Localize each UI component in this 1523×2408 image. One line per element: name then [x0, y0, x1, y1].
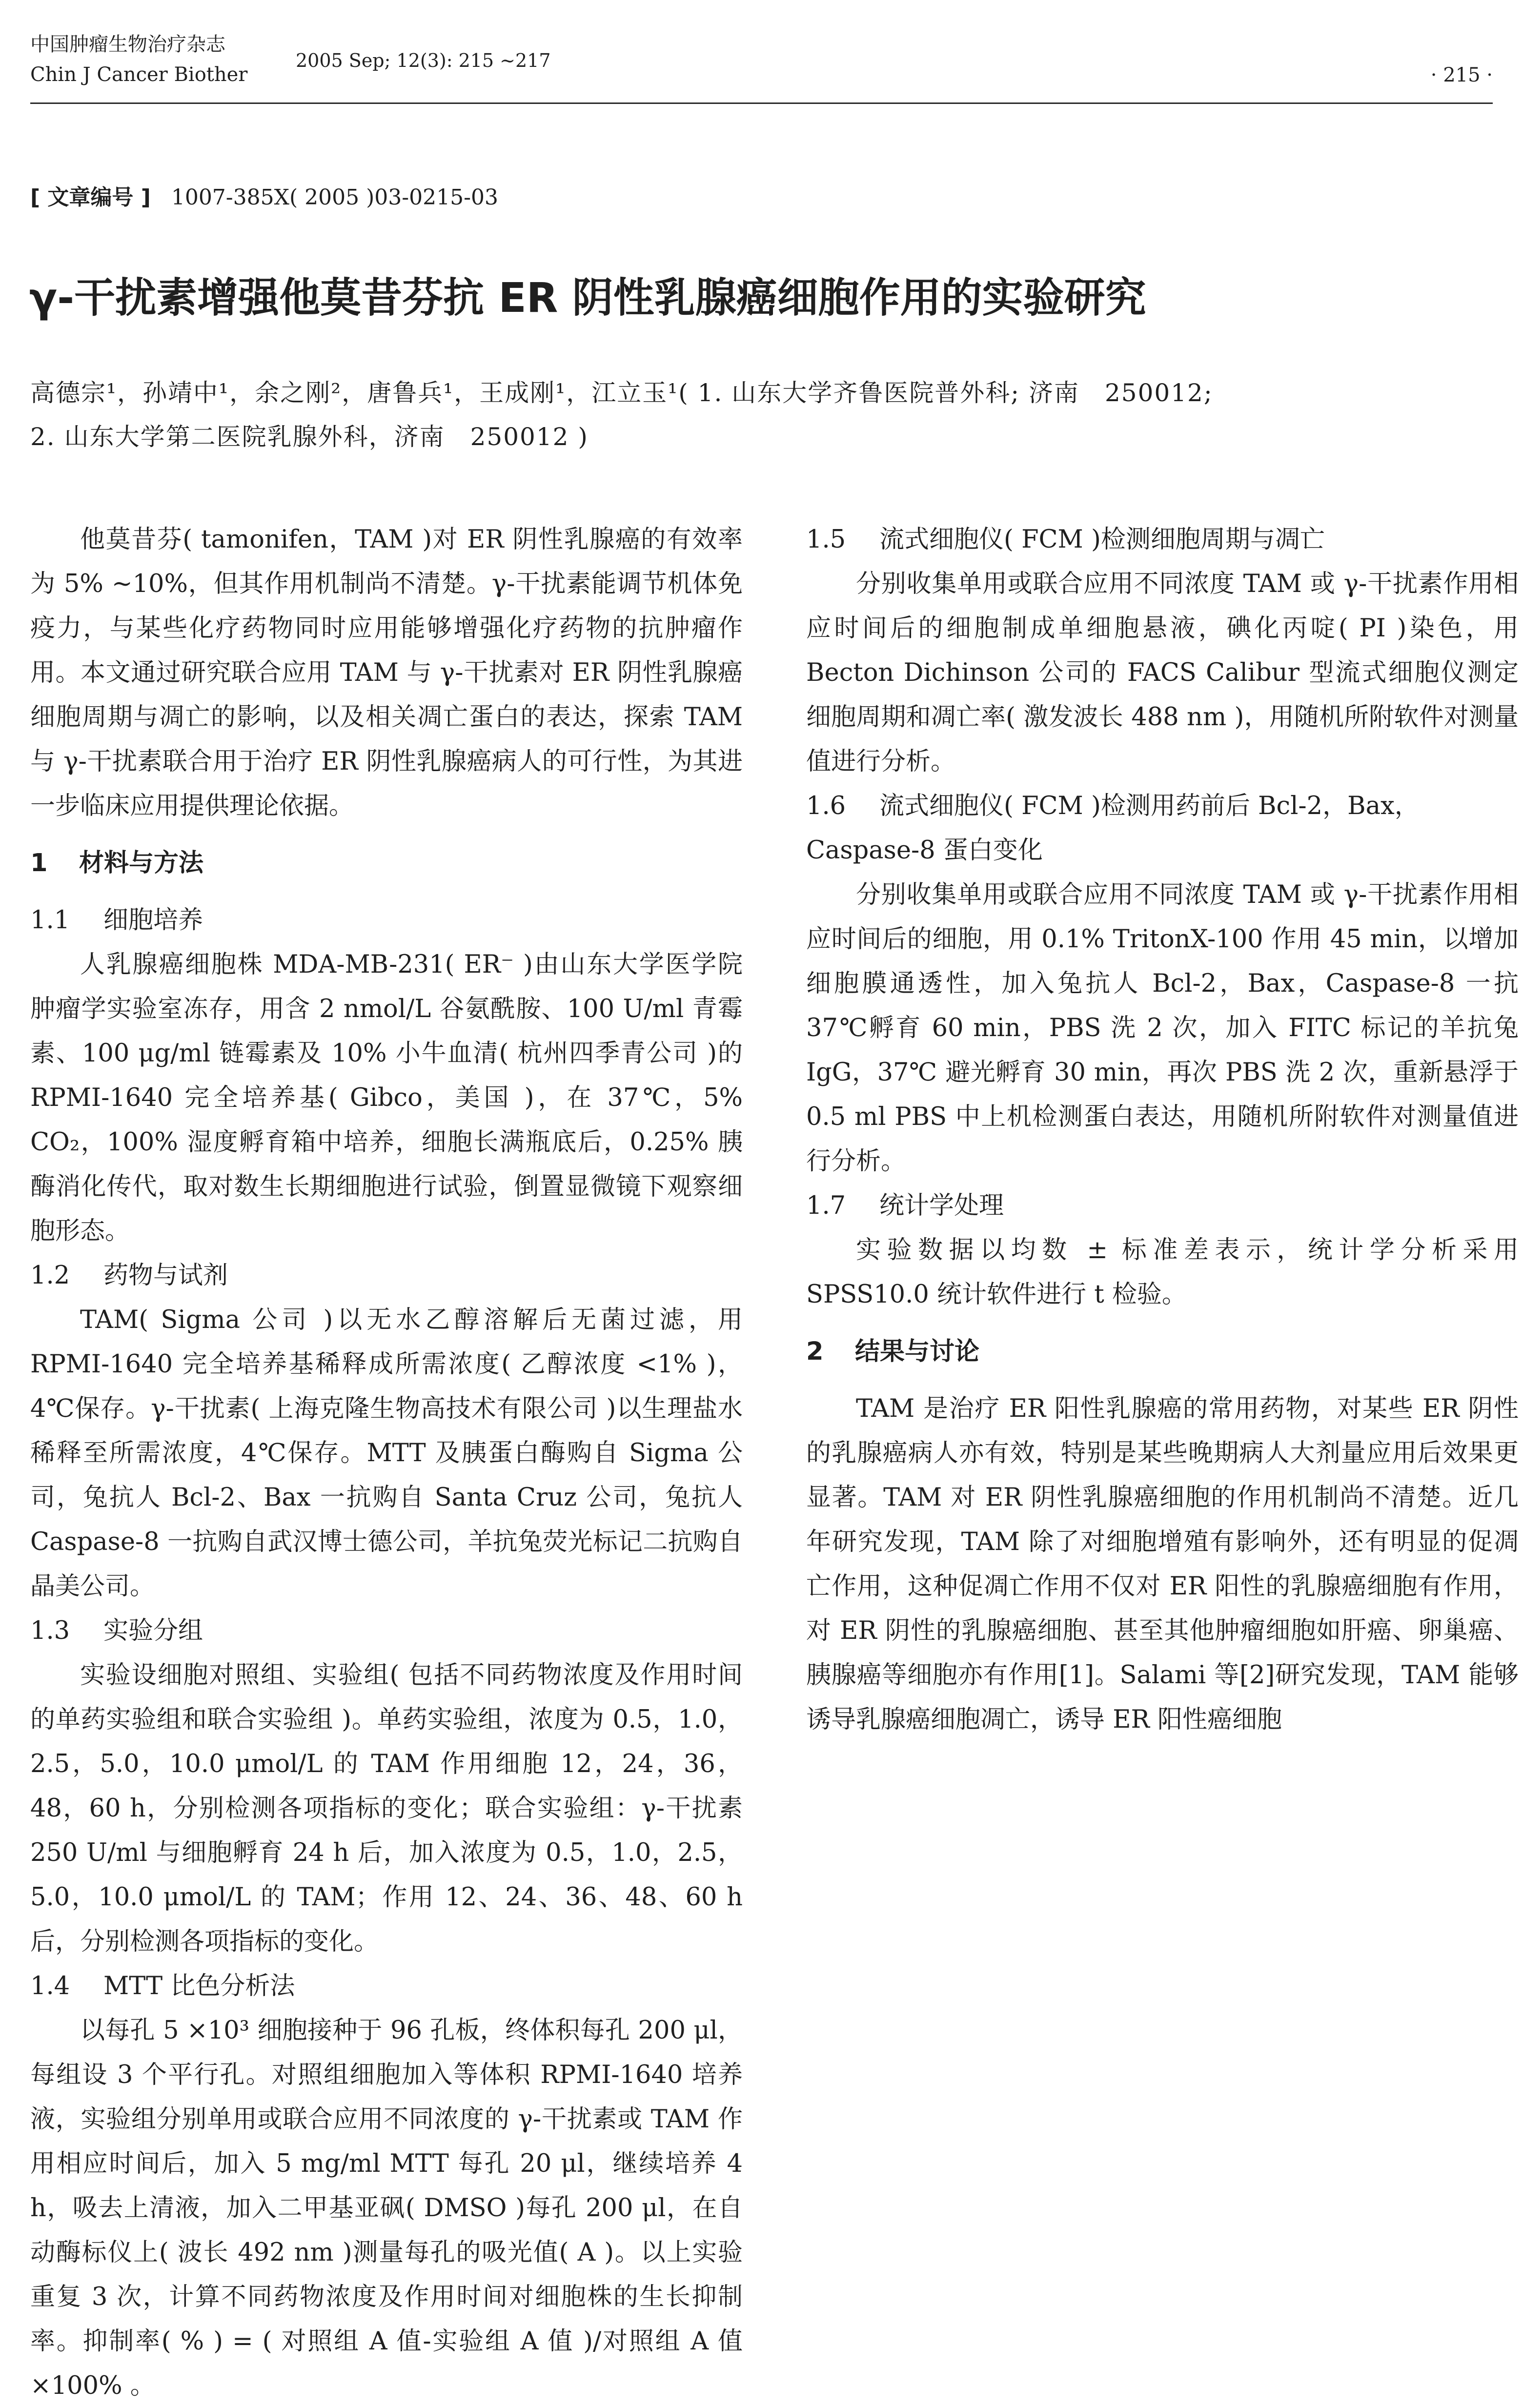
subsection-number: 1.7 [806, 1191, 846, 1220]
paragraph-1-1: 人乳腺癌细胞株 MDA-MB-231( ER⁻ )由山东大学医学院肿瘤学实验室冻存，用含 2 nmol/L 谷氨酰胺、100 U/ml 青霉素、100 μg/ml 链霉素及 10% 小牛血清( 杭州四季青公司 )的 RPMI-1640 完全培养基( Gibco，美国 )，在 37℃，5% CO₂，100% 湿度孵育箱中培养，细胞长满瓶底后，0.25% 胰酶消化传代，取对数生长期细胞进行试验，倒置显微镜下观察细胞形态。 [30, 950, 743, 1245]
subsection-heading-1-3 [30, 1609, 743, 1653]
section-title: 材料与方法 [79, 849, 204, 877]
journal-name-cn: 中国肿瘤生物治疗杂志 [30, 33, 225, 56]
article-number-value: 1007-385X( 2005 )03-0215-03 [171, 185, 498, 210]
paragraph-1-7: 实验数据以均数 ± 标准差表示，统计学分析采用 SPSS10.0 统计软件进行 t 检验。 [806, 1236, 1519, 1309]
subsection-title: 流式细胞仪( FCM )检测细胞周期与凋亡 [879, 525, 1325, 554]
subsection-number: 1.2 [30, 1261, 70, 1290]
body-columns [30, 517, 1519, 2400]
section-heading-2 [806, 1329, 1519, 1374]
left-column [30, 517, 743, 2400]
paragraph-1-2: TAM( Sigma 公司 )以无水乙醇溶解后无菌过滤，用 RPMI-1640 完全培养基稀释成所需浓度( 乙醇浓度 <1% )，4℃保存。γ-干扰素( 上海克隆生物高技术有限公司 )以生理盐水稀释至所需浓度，4℃保存。MTT 及胰蛋白酶购自 Sigma 公司，兔抗人 Bcl-2、Bax 一抗购自 Santa Cruz 公司，兔抗人 Caspase-8 一抗购自武汉博士德公司，羊抗兔荧光标记二抗购自晶美公司。 [30, 1306, 743, 1601]
section-title: 结果与讨论 [855, 1337, 980, 1366]
subsection-heading-1-1 [30, 898, 743, 942]
article-number-label: [ 文章编号 ] [30, 185, 151, 210]
issue-info: 2005 Sep; 12(3): 215 ~217 [296, 50, 551, 71]
journal-name-en: Chin J Cancer Biother [30, 63, 248, 86]
header-rule [30, 102, 1493, 104]
author-line-2: 2. 山东大学第二医院乳腺外科，济南 250012 ) [30, 423, 589, 451]
subsection-heading-1-7 [806, 1184, 1519, 1228]
subsection-number: 1.6 [806, 792, 846, 820]
subsection-number: 1.1 [30, 906, 70, 935]
subsection-heading-1-6 [806, 784, 1519, 873]
subsection-number: 1.4 [30, 1972, 70, 2000]
article-number [30, 181, 498, 215]
subsection-title: 细胞培养 [103, 906, 203, 935]
author-list [30, 371, 1492, 459]
paragraph-1-5: 分别收集单用或联合应用不同浓度 TAM 或 γ-干扰素作用相应时间后的细胞制成单细胞悬液，碘化丙啶( PI )染色，用 Becton Dichinson 公司的 FACS Calibur 型流式细胞仪测定细胞周期和凋亡率( 激发波长 488 nm )，用随机所附软件对测量值进行分析。 [806, 570, 1519, 776]
author-line-1: 高德宗¹，孙靖中¹，余之刚²，唐鲁兵¹，王成刚¹，江立玉¹( 1. 山东大学齐鲁医院普外科; 济南 250012; [30, 379, 1213, 407]
subsection-heading-1-5 [806, 517, 1519, 562]
subsection-title: 药物与试剂 [103, 1261, 228, 1290]
paragraph-2: TAM 是治疗 ER 阳性乳腺癌的常用药物，对某些 ER 阴性的乳腺癌病人亦有效，特别是某些晚期病人大剂量应用后效果更显著。TAM 对 ER 阴性乳腺癌细胞的作用机制尚不清楚。近几年研究发现，TAM 除了对细胞增殖有影响外，还有明显的促凋亡作用，这种促凋亡作用不仅对 ER 阳性的乳腺癌细胞有作用，对 ER 阴性的乳腺癌细胞、甚至其他肿瘤细胞如肝癌、卵巢癌、胰腺癌等细胞亦有作用[1]。Salami 等[2]研究发现，TAM 能够诱导乳腺癌细胞凋亡，诱导 ER 阳性癌细胞 [806, 1394, 1519, 1734]
paragraph-1-4: 以每孔 5 ×10³ 细胞接种于 96 孔板，终体积每孔 200 μl，每组设 3 个平行孔。对照组细胞加入等体积 RPMI-1640 培养液，实验组分别单用或联合应用不同浓度的 γ-干扰素或 TAM 作用相应时间后，加入 5 mg/ml MTT 每孔 20 μl，继续培养 4 h，吸去上清液，加入二甲基亚砜( DMSO )每孔 200 μl，在自动酶标仪上( 波长 492 nm )测量每孔的吸光值( A )。以上实验重复 3 次，计算不同药物浓度及作用时间对细胞株的生长抑制率。抑制率( % ) = ( 对照组 A 值-实验组 A 值 )/对照组 A 值 ×100% 。 [30, 2016, 743, 2400]
subsection-heading-1-4 [30, 1964, 743, 2008]
paragraph-1-6: 分别收集单用或联合应用不同浓度 TAM 或 γ-干扰素作用相应时间后的细胞，用 0.1% TritonX-100 作用 45 min，以增加细胞膜通透性，加入兔抗人 Bcl-2，Bax，Caspase-8 一抗 37℃孵育 60 min，PBS 洗 2 次，加入 FITC 标记的羊抗兔 IgG，37℃ 避光孵育 30 min，再次 PBS 洗 2 次，重新悬浮于 0.5 ml PBS 中上机检测蛋白表达，用随机所附软件对测量值进行分析。 [806, 880, 1519, 1176]
page-number: · 215 · [1430, 64, 1493, 86]
subsection-number: 1.5 [806, 525, 846, 554]
subsection-heading-1-2 [30, 1253, 743, 1298]
section-number: 2 [806, 1337, 824, 1366]
subsection-title: 统计学处理 [879, 1191, 1004, 1220]
section-heading-1 [30, 841, 743, 885]
subsection-number: 1.3 [30, 1616, 70, 1645]
right-column [806, 517, 1519, 2245]
section-number: 1 [30, 849, 48, 877]
running-header-journal [30, 29, 247, 90]
paper-title: γ-干扰素增强他莫昔芬抗 ER 阴性乳腺癌细胞作用的实验研究 [29, 274, 1146, 322]
intro-paragraph: 他莫昔芬( tamonifen，TAM )对 ER 阴性乳腺癌的有效率为 5% ~10%，但其作用机制尚不清楚。γ-干扰素能调节机体免疫力，与某些化疗药物同时应用能够增强化疗药物的抗肿瘤作用。本文通过研究联合应用 TAM 与 γ-干扰素对 ER 阴性乳腺癌细胞周期与凋亡的影响，以及相关凋亡蛋白的表达，探索 TAM 与 γ-干扰素联合用于治疗 ER 阴性乳腺癌病人的可行性，为其进一步临床应用提供理论依据。 [30, 525, 743, 820]
subsection-title: 实验分组 [103, 1616, 203, 1645]
subsection-title: MTT 比色分析法 [103, 1972, 295, 2000]
subsection-title: 流式细胞仪( FCM )检测用药前后 Bcl-2，Bax，Caspase-8 蛋白变化 [806, 792, 1420, 865]
paragraph-1-3: 实验设细胞对照组、实验组( 包括不同药物浓度及作用时间的单药实验组和联合实验组 )。单药实验组，浓度为 0.5，1.0，2.5，5.0，10.0 μmol/L 的 TAM 作用细胞 12，24，36，48，60 h，分别检测各项指标的变化；联合实验组：γ-干扰素 250 U/ml 与细胞孵育 24 h 后，加入浓度为 0.5，1.0，2.5，5.0，10.0 μmol/L 的 TAM；作用 12、24、36、48、60 h 后，分别检测各项指标的变化。 [30, 1661, 743, 1956]
